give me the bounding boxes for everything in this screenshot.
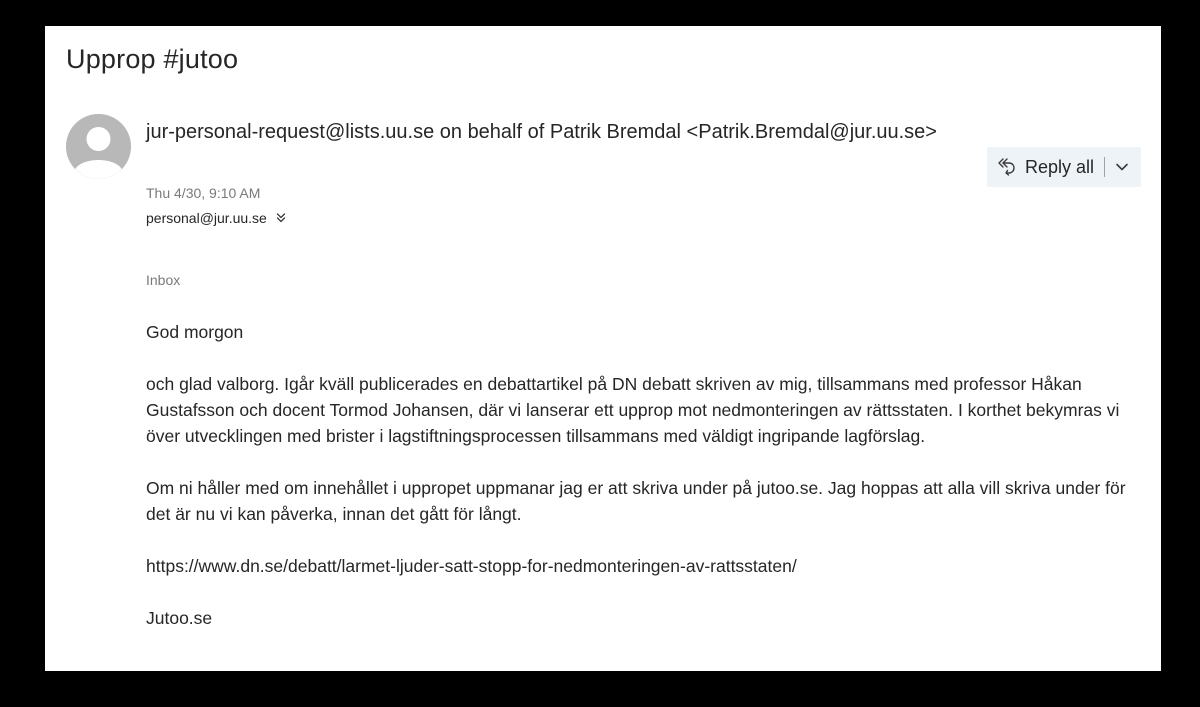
reply-all-button[interactable] [987, 147, 1104, 187]
reply-all-label: Reply all [1025, 156, 1095, 177]
body-paragraph-2: Om ni håller med om innehållet i uppropet uppmanar jag er att skriva under på jutoo.se. Jag hoppas att alla vill skriva under för det är nu vi kan påverka, innan det gått för långt. [146, 478, 1126, 524]
double-chevron-down-icon[interactable] [275, 212, 287, 224]
email-reading-pane [45, 26, 1161, 671]
reply-options-dropdown[interactable] [1105, 147, 1139, 187]
email-subject: Upprop #jutoo [66, 44, 239, 74]
sender-line[interactable]: jur-personal-request@lists.uu.se on behalf of Patrik Bremdal <Patrik.Bremdal@jur.uu.se> [146, 121, 937, 143]
recipient-address[interactable]: personal@jur.uu.se [146, 210, 267, 226]
body-link[interactable]: https://www.dn.se/debatt/larmet-ljuder-satt-stopp-for-nedmonteringen-av-rattsstaten/ [146, 556, 797, 576]
email-body [146, 319, 1146, 631]
email-date: Thu 4/30, 9:10 AM [146, 185, 261, 201]
body-greeting: God morgon [146, 322, 244, 342]
chevron-down-icon [1115, 160, 1129, 174]
folder-label: Inbox [146, 272, 181, 288]
reply-all-split-button [987, 147, 1141, 187]
recipient-line [146, 210, 287, 226]
body-paragraph-1: och glad valborg. Igår kväll publicerades en debattartikel på DN debatt skriven av mig, tillsammans med professor Håkan Gustafsson och docent Tormod Johansen, där vi lanserar ett upprop mot nedmonteringen av rättsstaten. I korthet bekymras vi över utvecklingen med brister i lagstiftningsprocessen tillsammans med väldigt ingripande lagförslag. [146, 374, 1120, 446]
reply-all-icon [997, 157, 1017, 177]
sender-avatar[interactable] [66, 114, 131, 179]
body-signature: Jutoo.se [146, 608, 213, 628]
person-placeholder-icon [66, 114, 131, 179]
